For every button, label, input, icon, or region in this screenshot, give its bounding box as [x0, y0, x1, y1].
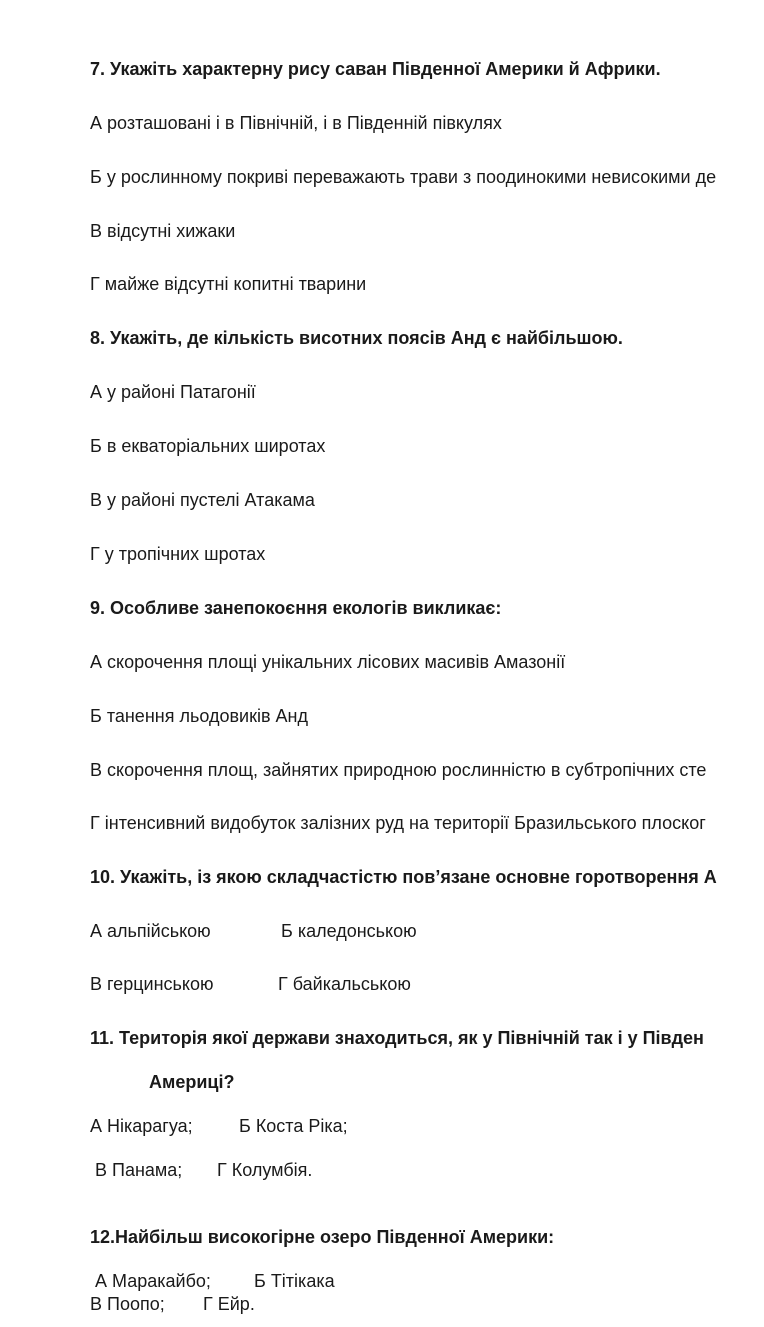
question-11-title-continuation: Америці? [149, 1072, 235, 1092]
question-11-option-a: А Нікарагуа; [90, 1116, 193, 1136]
question-10-option-a: А альпійською [90, 921, 211, 941]
question-10-option-c: В герцинською [90, 974, 214, 994]
question-9-option-c: В скорочення площ, зайнятих природною рослинністю в субтропічних сте [90, 760, 707, 780]
question-11-option-b: Б Коста Ріка; [239, 1116, 348, 1136]
question-7-option-a: А розташовані і в Північній, і в Південній півкулях [90, 113, 502, 133]
question-10-title: 10. Укажіть, із якою складчастістю пов’язане основне горотворення А [90, 867, 717, 887]
question-10-option-d: Г байкальською [278, 974, 411, 994]
question-12-option-c: В Поопо; [90, 1294, 165, 1314]
question-10-option-b: Б каледонською [281, 921, 417, 941]
question-8-option-c: В у районі пустелі Атакама [90, 490, 315, 510]
question-11-option-c: В Панама; [95, 1160, 183, 1180]
question-8-option-a: А у районі Патагонії [90, 382, 256, 402]
question-12-option-b: Б Тітікака [254, 1271, 335, 1291]
question-7-option-d: Г майже відсутні копитні тварини [90, 274, 367, 294]
question-8-option-b: Б в екваторіальних широтах [90, 436, 326, 456]
question-9-option-d: Г інтенсивний видобуток залізних руд на території Бразильського плоског [90, 813, 706, 833]
question-7-title: 7. Укажіть характерну рису саван Південної Америки й Африки. [90, 59, 661, 79]
question-8-option-d: Г у тропічних шротах [90, 544, 266, 564]
question-7-option-b: Б у рослинному покриві переважають трави з поодинокими невисокими де [90, 167, 717, 187]
question-11-title: 11. Територія якої держави знаходиться, як у Північній так і у Півден [90, 1028, 704, 1048]
question-7-option-c: В відсутні хижаки [90, 221, 236, 241]
question-12-option-a: А Маракайбо; [95, 1271, 211, 1291]
question-9-option-a: А скорочення площі унікальних лісових масивів Амазонії [90, 652, 566, 672]
question-9-option-b: Б танення льодовиків Анд [90, 706, 308, 726]
question-11-option-d: Г Колумбія. [217, 1160, 313, 1180]
question-8-title: 8. Укажіть, де кількість висотних поясів Анд є найбільшою. [90, 328, 623, 348]
question-9-title: 9. Особливе занепокоєння екологів викликає: [90, 598, 502, 618]
question-12-option-d: Г Ейр. [203, 1294, 255, 1314]
question-12-title: 12.Найбільш високогірне озеро Південної Америки: [90, 1227, 555, 1247]
